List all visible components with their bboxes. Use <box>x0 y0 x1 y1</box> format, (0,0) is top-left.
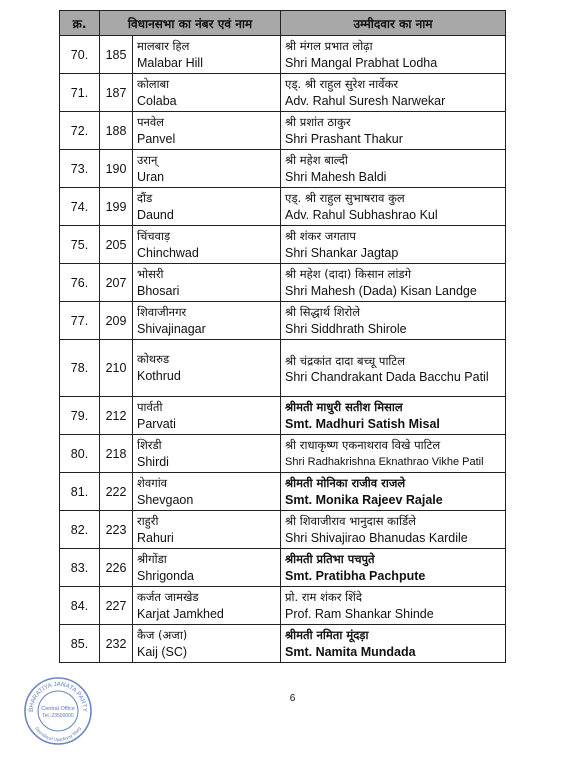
serial-number: 77. <box>60 302 100 340</box>
candidate-name-hindi: श्री महेश बाल्दी <box>285 152 348 167</box>
candidate-name-english: Shri Siddhrath Shirole <box>285 321 407 336</box>
constituency-number: 185 <box>100 36 133 74</box>
constituency-name-cell <box>133 36 281 74</box>
candidate-name-hindi: श्री प्रशांत ठाकुर <box>285 114 351 129</box>
constituency-name-hindi: श्रीगोंडा <box>137 551 167 566</box>
table-row <box>60 36 506 74</box>
constituency-number: 207 <box>100 264 133 302</box>
constituency-name-english: Malabar Hill <box>137 55 203 70</box>
serial-number: 72. <box>60 112 100 150</box>
serial-number: 82. <box>60 511 100 549</box>
candidate-name-english: Shri Mahesh Baldi <box>285 169 387 184</box>
serial-number: 81. <box>60 473 100 511</box>
serial-number: 73. <box>60 150 100 188</box>
serial-number: 74. <box>60 188 100 226</box>
candidate-name-english: Adv. Rahul Subhashrao Kul <box>285 207 438 222</box>
constituency-number: 223 <box>100 511 133 549</box>
constituency-name-english: Uran <box>137 169 165 184</box>
table-row <box>60 511 506 549</box>
constituency-name-cell <box>133 226 281 264</box>
table-row <box>60 150 506 188</box>
constituency-name-cell <box>133 264 281 302</box>
constituency-number: 218 <box>100 435 133 473</box>
candidate-name-english: Prof. Ram Shankar Shinde <box>285 606 434 621</box>
candidate-name-cell <box>281 112 506 150</box>
candidate-name-english: Shri Radhakrishna Eknathrao Vikhe Patil <box>285 455 484 468</box>
constituency-number: 188 <box>100 112 133 150</box>
header-candidate: उम्मीदवार का नाम <box>281 11 506 36</box>
constituency-name-english: Shevgaon <box>137 492 194 507</box>
constituency-name-hindi: शिरडी <box>137 437 162 452</box>
candidate-name-cell <box>281 302 506 340</box>
table-row <box>60 397 506 435</box>
constituency-name-english: Kaij (SC) <box>137 644 188 659</box>
candidate-name-hindi: श्रीमती मोनिका राजीव राजले <box>285 475 406 490</box>
constituency-number: 209 <box>100 302 133 340</box>
candidate-name-hindi: श्रीमती माधुरी सतीश मिसाल <box>285 399 403 414</box>
constituency-name-english: Shirdi <box>137 454 169 469</box>
table-row <box>60 625 506 663</box>
candidate-name-cell <box>281 74 506 112</box>
constituency-name-cell <box>133 340 281 397</box>
candidate-name-hindi: श्री राधाकृष्ण एकनाथराव विखे पाटिल <box>285 437 441 452</box>
candidate-name-english: Adv. Rahul Suresh Narwekar <box>285 93 446 108</box>
constituency-number: 199 <box>100 188 133 226</box>
constituency-name-hindi: कोथरुड <box>137 352 170 366</box>
constituency-name-cell <box>133 397 281 435</box>
constituency-name-english: Kothrud <box>137 369 181 383</box>
serial-number: 76. <box>60 264 100 302</box>
constituency-name-cell <box>133 150 281 188</box>
constituency-name-hindi: चिंचवाड़ <box>137 228 171 243</box>
constituency-name-cell <box>133 473 281 511</box>
candidate-name-hindi: श्री मंगल प्रभात लोढ़ा <box>285 38 373 53</box>
candidate-name-cell <box>281 340 506 397</box>
constituency-number: 227 <box>100 587 133 625</box>
stamp-center-line-1: Central Office <box>41 706 75 712</box>
stamp-center-line-2: Tel.:23500000 <box>42 713 74 719</box>
candidate-name-cell <box>281 473 506 511</box>
candidate-name-cell <box>281 549 506 587</box>
table-header-row <box>60 11 506 36</box>
table-row <box>60 435 506 473</box>
header-serial-number: क्र. <box>60 11 100 36</box>
constituency-name-hindi: शिवाजीनगर <box>137 304 187 319</box>
table-row <box>60 549 506 587</box>
constituency-name-hindi: दौंड <box>137 190 153 205</box>
constituency-number: 226 <box>100 549 133 587</box>
candidate-name-cell <box>281 625 506 663</box>
constituency-name-cell <box>133 435 281 473</box>
table-row <box>60 302 506 340</box>
serial-number: 78. <box>60 340 100 397</box>
constituency-name-hindi: उरान् <box>137 152 158 167</box>
stamp-bottom-text: Deendayal Upadhyay Marg <box>34 725 82 743</box>
constituency-number: 210 <box>100 340 133 397</box>
candidate-name-hindi: श्रीमती नमिता मूंदड़ा <box>285 627 369 642</box>
constituency-name-hindi: भोसरी <box>137 266 164 281</box>
candidate-name-hindi: एड्‌. श्री राहुल सुभाषराव कुल <box>285 190 405 205</box>
candidate-name-cell <box>281 511 506 549</box>
constituency-name-hindi: पनवेल <box>137 114 165 129</box>
serial-number: 80. <box>60 435 100 473</box>
party-office-stamp-icon <box>23 676 93 746</box>
table-row <box>60 264 506 302</box>
constituency-name-english: Colaba <box>137 93 177 108</box>
serial-number: 85. <box>60 625 100 663</box>
candidate-name-cell <box>281 150 506 188</box>
candidate-name-english: Smt. Pratibha Pachpute <box>285 568 426 583</box>
table-row <box>60 340 506 397</box>
table-row <box>60 226 506 264</box>
constituency-name-english: Chinchwad <box>137 245 199 260</box>
candidate-table <box>59 10 506 663</box>
constituency-name-english: Bhosari <box>137 283 180 298</box>
constituency-name-cell <box>133 188 281 226</box>
serial-number: 75. <box>60 226 100 264</box>
candidate-name-english: Shri Prashant Thakur <box>285 131 403 146</box>
constituency-name-cell <box>133 587 281 625</box>
constituency-name-hindi: शेवगांव <box>137 475 168 490</box>
candidate-name-cell <box>281 226 506 264</box>
constituency-name-hindi: पार्वती <box>137 399 163 414</box>
candidate-name-cell <box>281 397 506 435</box>
serial-number: 84. <box>60 587 100 625</box>
constituency-number: 222 <box>100 473 133 511</box>
candidate-name-english: Shri Chandrakant Dada Bacchu Patil <box>285 369 489 384</box>
serial-number: 71. <box>60 74 100 112</box>
constituency-name-cell <box>133 112 281 150</box>
constituency-name-english: Parvati <box>137 416 176 431</box>
candidate-name-cell <box>281 435 506 473</box>
candidate-name-english: Shri Shivajirao Bhanudas Kardile <box>285 530 468 545</box>
table-row <box>60 74 506 112</box>
serial-number: 83. <box>60 549 100 587</box>
constituency-name-cell <box>133 302 281 340</box>
candidate-name-hindi: श्रीमती प्रतिभा पचपुते <box>285 551 375 566</box>
constituency-name-hindi: राहुरी <box>137 513 159 528</box>
constituency-number: 205 <box>100 226 133 264</box>
constituency-name-hindi: मालबार हिल <box>137 38 190 53</box>
table-row <box>60 112 506 150</box>
constituency-name-hindi: कर्जत जामखेड <box>137 589 199 604</box>
candidate-name-cell <box>281 36 506 74</box>
constituency-name-english: Rahuri <box>137 530 174 545</box>
candidate-name-english: Shri Mahesh (Dada) Kisan Landge <box>285 283 477 298</box>
candidate-name-english: Shri Shankar Jagtap <box>285 245 399 260</box>
constituency-name-english: Daund <box>137 207 174 222</box>
candidate-name-english: Smt. Madhuri Satish Misal <box>285 416 440 431</box>
constituency-number: 190 <box>100 150 133 188</box>
table-row <box>60 587 506 625</box>
constituency-name-english: Shivajinagar <box>137 321 206 336</box>
candidate-name-hindi: एड्‌. श्री राहुल सुरेश नार्वेकर <box>285 76 399 91</box>
constituency-name-english: Karjat Jamkhed <box>137 606 224 621</box>
serial-number: 70. <box>60 36 100 74</box>
candidate-name-english: Shri Mangal Prabhat Lodha <box>285 55 438 70</box>
constituency-name-cell <box>133 511 281 549</box>
constituency-name-cell <box>133 549 281 587</box>
stamp-ring-text: BHARATIYA JANATA PARTY <box>27 680 89 713</box>
candidate-name-english: Smt. Namita Mundada <box>285 644 416 659</box>
candidate-name-cell <box>281 587 506 625</box>
candidate-name-cell <box>281 264 506 302</box>
candidate-name-hindi: श्री चंद्रकांत दादा बच्चू पाटिल <box>285 353 405 368</box>
table-body <box>60 36 506 663</box>
constituency-name-hindi: कोलाबा <box>137 76 170 91</box>
serial-number: 79. <box>60 397 100 435</box>
candidate-name-hindi: श्री शंकर जगताप <box>285 228 356 243</box>
candidate-name-cell <box>281 188 506 226</box>
constituency-number: 232 <box>100 625 133 663</box>
candidate-name-hindi: श्री महेश (दादा) किसान लांडगे <box>285 266 412 281</box>
candidate-name-hindi: श्री सिद्धार्थ शिरोले <box>285 304 360 319</box>
constituency-number: 212 <box>100 397 133 435</box>
table-row <box>60 473 506 511</box>
constituency-name-cell <box>133 625 281 663</box>
page-number: 6 <box>289 693 296 704</box>
constituency-name-hindi: कैज (अजा) <box>137 627 188 642</box>
candidate-name-hindi: श्री शिवाजीराव भानुदास कार्डिले <box>285 513 416 528</box>
header-constituency: विधानसभा का नंबर एवं नाम <box>100 11 281 36</box>
constituency-name-cell <box>133 74 281 112</box>
constituency-name-english: Shrigonda <box>137 568 194 583</box>
constituency-number: 187 <box>100 74 133 112</box>
constituency-name-english: Panvel <box>137 131 176 146</box>
candidate-name-hindi: प्रो. राम शंकर शिंदे <box>285 589 362 604</box>
candidate-name-english: Smt. Monika Rajeev Rajale <box>285 492 443 507</box>
table-row <box>60 188 506 226</box>
